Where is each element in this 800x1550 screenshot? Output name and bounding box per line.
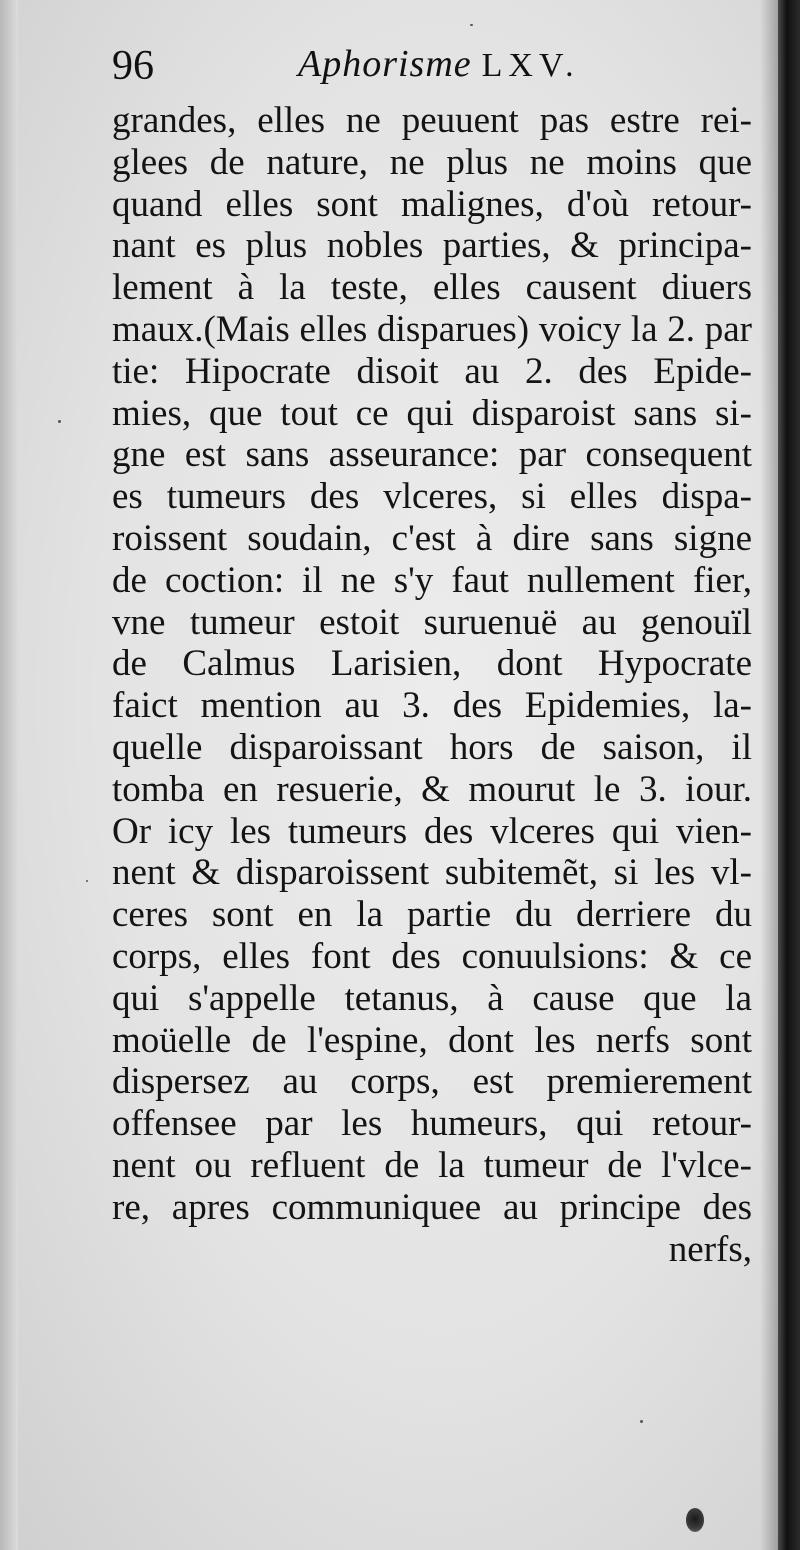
text-line: corps, elles font des conuulsions: & ce	[112, 935, 752, 977]
paper-speck	[86, 880, 88, 882]
text-line: tie: Hipocrate disoit au 2. des Epide-	[112, 350, 752, 392]
text-line: Or icy les tumeurs des vlceres qui vien-	[112, 810, 752, 852]
text-line: nent ou refluent de la tumeur de l'vlce-	[112, 1144, 752, 1186]
text-line: de Calmus Larisien, dont Hypocrate	[112, 643, 752, 685]
text-line: faict mention au 3. des Epidemies, la-	[112, 685, 752, 727]
paper-speck	[470, 24, 473, 26]
text-line: es tumeurs des vlceres, si elles dispa-	[112, 476, 752, 518]
text-line: quelle disparoissant hors de saison, il	[112, 726, 752, 768]
text-line: qui s'appelle tetanus, à cause que la	[112, 977, 752, 1019]
body-text	[112, 100, 752, 1270]
text-line: glees de nature, ne plus ne moins que	[112, 141, 752, 183]
paper-speck	[58, 420, 61, 423]
text-line: maux.(Mais elles disparues) voicy la 2. par	[112, 308, 752, 350]
text-line: de coction: il ne s'y faut nullement fier,	[112, 559, 752, 601]
text-line: vne tumeur estoit suruenuë au genouïl	[112, 601, 752, 643]
gutter-shadow	[760, 0, 778, 1550]
text-line: nent & disparoissent subitemẽt, si les vl-	[112, 852, 752, 894]
text-line: dispersez au corps, est premierement	[112, 1061, 752, 1103]
text-line: lement à la teste, elles causent diuers	[112, 267, 752, 309]
text-line: quand elles sont malignes, d'où retour-	[112, 183, 752, 225]
text-line: offensee par les humeurs, qui retour-	[112, 1103, 752, 1145]
text-line: re, apres communiquee au principe des	[112, 1186, 752, 1228]
text-line: grandes, elles ne peuuent pas estre rei-	[112, 100, 752, 141]
text-line: roissent soudain, c'est à dire sans signe	[112, 517, 752, 559]
page-left-shadow	[0, 0, 18, 1550]
text-line: tomba en resuerie, & mourut le 3. iour.	[112, 768, 752, 810]
running-head-numeral: LXV.	[481, 47, 580, 84]
text-line: ceres sont en la partie du derriere du	[112, 894, 752, 936]
page-header	[112, 40, 752, 100]
text-line: gne est sans asseurance: par consequent	[112, 434, 752, 476]
text-line: nant es plus nobles parties, & principa-	[112, 225, 752, 267]
page-number: 96	[112, 43, 154, 89]
running-head-title: Aphorisme	[298, 43, 472, 85]
binding-edge	[778, 0, 800, 1550]
text-line: moüelle de l'espine, dont les nerfs sont	[112, 1019, 752, 1061]
text-line: mies, que tout ce qui disparoist sans si-	[112, 392, 752, 434]
text-line: nerfs,	[668, 1228, 752, 1270]
paper-hole	[686, 1508, 704, 1532]
paper-speck	[640, 1420, 643, 1423]
running-head	[298, 42, 580, 86]
